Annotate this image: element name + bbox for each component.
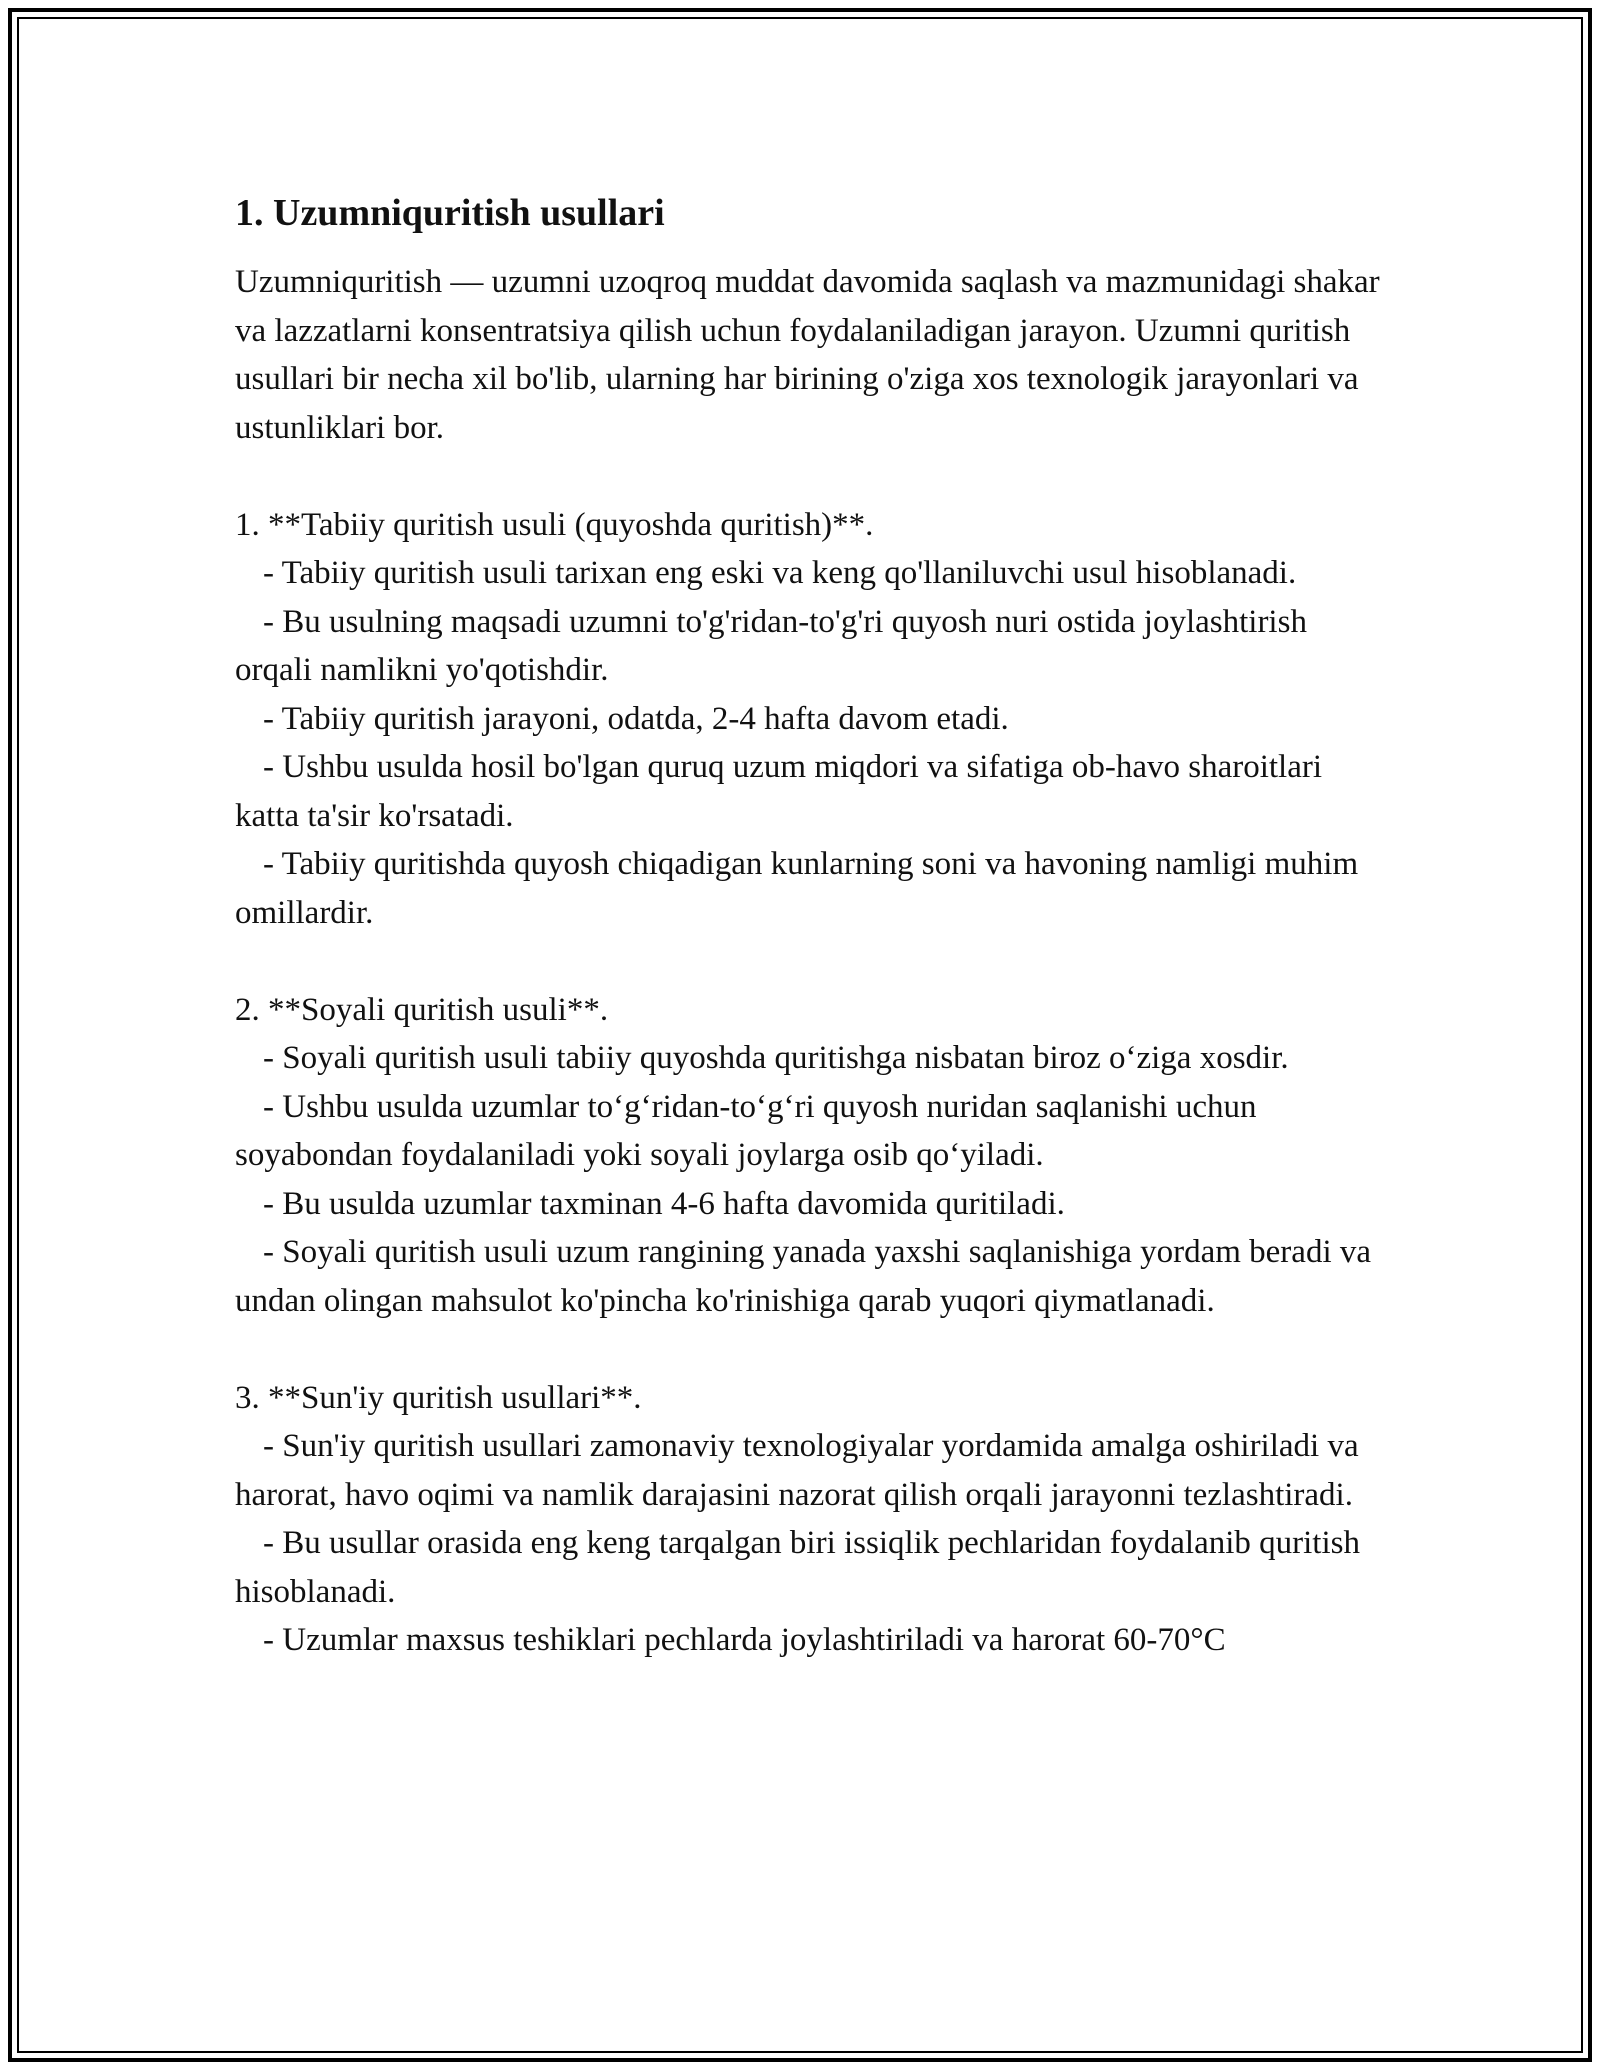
list-item: - Uzumlar maxsus teshiklari pechlarda joylashtiriladi va harorat 60-70°C [263, 1622, 1226, 1658]
list-item: - Tabiiy quritish usuli tarixan eng eski va keng qo'llaniluvchi usul hisoblanadi. [263, 555, 1297, 591]
spacer [235, 1325, 1385, 1374]
spacer [235, 452, 1385, 501]
section-natural-drying [235, 501, 1385, 938]
list-item: - Bu usulda uzumlar taxminan 4-6 hafta davomida quritiladi. [263, 1185, 1065, 1222]
document-title: 1. Uzumniquritish usullari [235, 192, 665, 234]
list-item: - Ushbu usulda hosil bo'lgan quruq uzum miqdori va sifatiga ob-havo sharoitlari katta ta'sir ko'rsatadi. [235, 749, 1323, 834]
section-artificial-drying [235, 1374, 1385, 1665]
intro-paragraph: Uzumniquritish — uzumni uzoqroq muddat davomida saqlash va mazmunidagi shakar va lazzatlarni konsentratsiya qilish uchun foydalaniladigan jarayon. Uzumni quritish usullari bir necha xil bo'lib, ularning har birining o'ziga xos texnologik jarayonlari va ustunliklari bor. [235, 264, 1380, 446]
list-item: - Soyali quritish usuli tabiiy quyoshda quritishga nisbatan biroz o‘ziga xosdir. [263, 1040, 1289, 1076]
list-item: - Bu usulning maqsadi uzumni to'g'ridan-to'g'ri quyosh nuri ostida joylashtirish orqali namlikni yo'qotishdir. [235, 603, 1307, 688]
list-item: - Soyali quritish usuli uzum rangining yanada yaxshi saqlanishiga yordam beradi va undan olingan mahsulot ko'pincha ko'rinishiga qarab yuqori qiymatlanadi. [235, 1234, 1372, 1319]
spacer [235, 937, 1385, 986]
section-heading: 1. **Tabiiy quritish usuli (quyoshda quritish)**. [235, 506, 874, 543]
list-item: - Tabiiy quritishda quyosh chiqadigan kunlarning soni va havoning namligi muhim omillardir. [235, 846, 1359, 931]
document-body [235, 188, 1385, 1665]
list-item: - Bu usullar orasida eng keng tarqalgan biri issiqlik pechlaridan foydalanib quritish hisoblanadi. [235, 1525, 1360, 1610]
list-item: - Tabiiy quritish jarayoni, odatda, 2-4 hafta davom etadi. [263, 700, 1009, 737]
list-item: - Ushbu usulda uzumlar to‘g‘ridan-to‘g‘ri quyosh nuridan saqlanishi uchun soyabondan foydalaniladi yoki soyali joylarga osib qo‘yiladi. [235, 1088, 1257, 1173]
section-heading: 3. **Sun'iy quritish usullari**. [235, 1379, 642, 1416]
list-item: - Sun'iy quritish usullari zamonaviy texnologiyalar yordamida amalga oshiriladi va harorat, havo oqimi va namlik darajasini nazorat qilish orqali jarayonni tezlashtiradi. [235, 1428, 1359, 1513]
section-heading: 2. **Soyali quritish usuli**. [235, 991, 609, 1028]
section-shade-drying [235, 986, 1385, 1326]
